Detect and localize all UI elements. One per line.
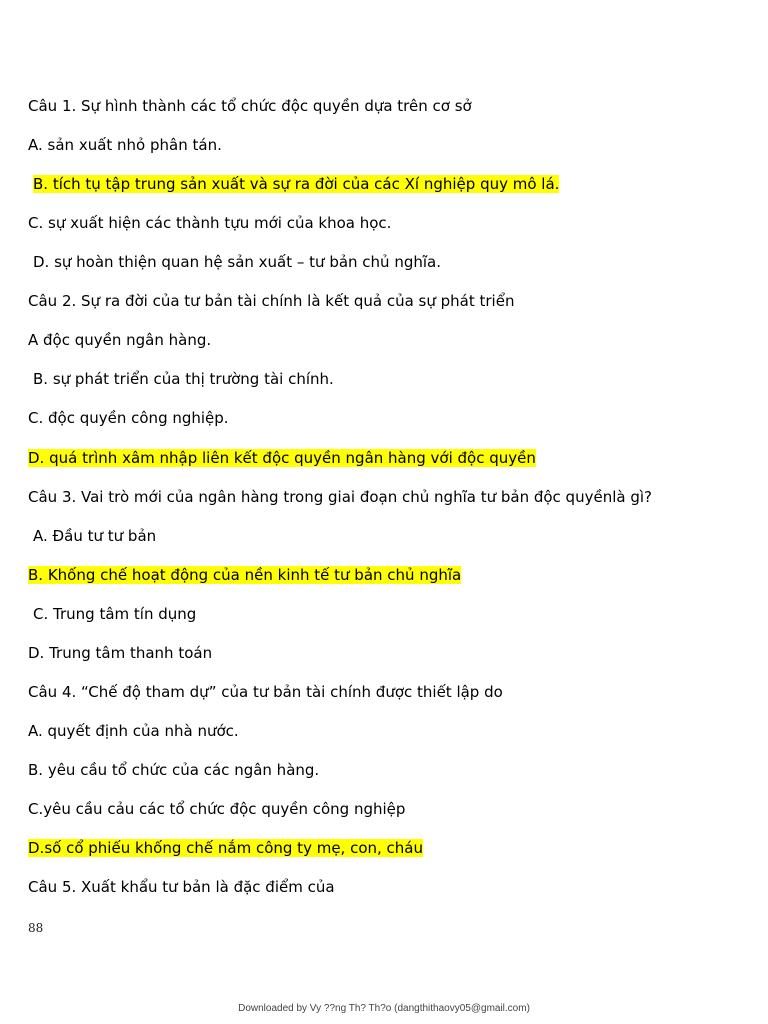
question-3-option-c: C. Trung tâm tín dụng	[33, 605, 197, 623]
question-2-option-c: C. độc quyền công nghiệp.	[28, 409, 229, 427]
question-1: Câu 1. Sự hình thành các tổ chức độc quyền dựa trên cơ sở	[28, 97, 472, 115]
answer-highlight: D. quá trình xâm nhập liên kết độc quyền ngân hàng với độc quyền	[28, 449, 536, 467]
answer-highlight: B. tích tụ tập trung sản xuất và sự ra đời của các Xí nghiệp quy mô lá.	[33, 175, 560, 193]
question-3-option-b	[28, 566, 461, 585]
question-4-option-d	[28, 839, 423, 858]
question-1-option-c: C. sự xuất hiện các thành tựu mới của khoa học.	[28, 214, 392, 232]
question-5: Câu 5. Xuất khẩu tư bản là đặc điểm của	[28, 878, 335, 896]
download-footer: Downloaded by Vy ??ng Th? Th?o (dangthithaovy05@gmail.com)	[238, 1003, 530, 1014]
question-3: Câu 3. Vai trò mới của ngân hàng trong giai đoạn chủ nghĩa tư bản độc quyềnlà gì?	[28, 488, 652, 506]
question-1-option-d: D. sự hoàn thiện quan hệ sản xuất – tư bản chủ nghĩa.	[33, 253, 441, 271]
question-3-option-a: A. Đầu tư tư bản	[33, 527, 157, 545]
answer-highlight: B. Khống chế hoạt động của nền kinh tế tư bản chủ nghĩa	[28, 566, 462, 584]
question-2-option-d	[28, 449, 536, 468]
question-4-option-c: C.yêu cầu cảu các tổ chức độc quyền công nghiệp	[28, 800, 406, 818]
question-1-option-a: A. sản xuất nhỏ phân tán.	[28, 136, 222, 154]
question-4-option-b: B. yêu cầu tổ chức của các ngân hàng.	[28, 761, 320, 779]
answer-highlight: D.số cổ phiếu khống chế nắm công ty mẹ, con, cháu	[28, 839, 424, 857]
question-1-option-b	[33, 175, 559, 194]
page-number: 88	[28, 921, 44, 935]
question-3-option-d: D. Trung tâm thanh toán	[28, 644, 213, 662]
question-2: Câu 2. Sự ra đời của tư bản tài chính là kết quả của sự phát triển	[28, 292, 515, 310]
question-2-option-b: B. sự phát triển của thị trường tài chính.	[33, 370, 334, 388]
question-4-option-a: A. quyết định của nhà nước.	[28, 722, 239, 740]
question-2-option-a: A độc quyền ngân hàng.	[28, 331, 212, 349]
question-4: Câu 4. “Chế độ tham dự” của tư bản tài chính được thiết lập do	[28, 683, 503, 701]
